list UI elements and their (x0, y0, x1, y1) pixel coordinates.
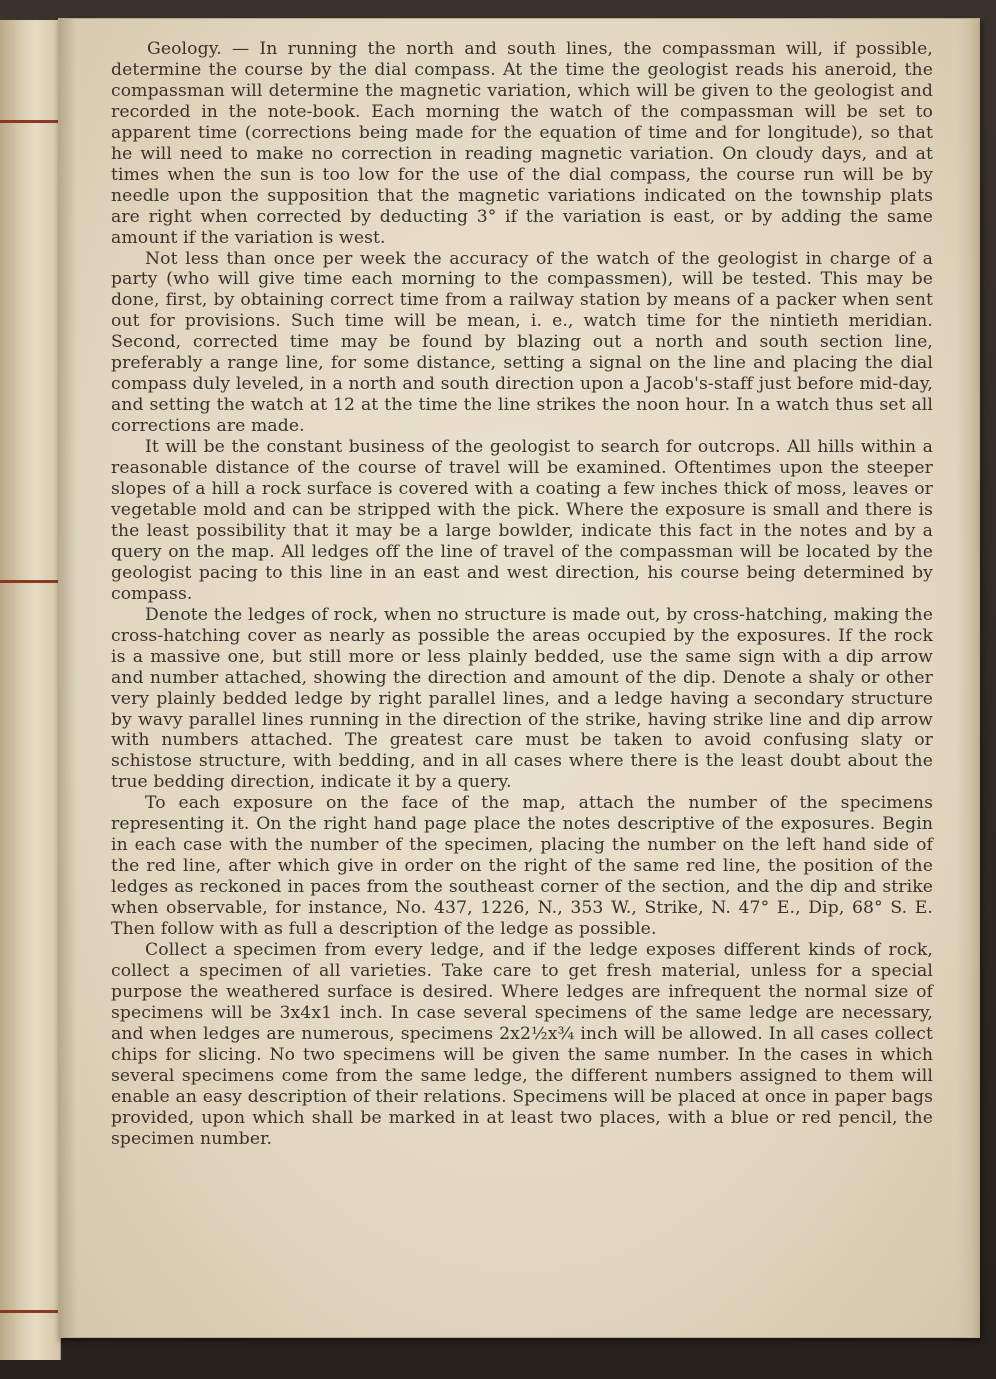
paragraph-watch-accuracy: Not less than once per week the accuracy of the watch of the geologist in charge of a party (who will give time each morning to the compassmen), will be tested. This may be done, first, by obtaining correct time from a railway station by means of a packer when sent out for provisions. Such time will be mean, i. e., watch time for the nintieth meridian. Second, corrected time may be found by blazing out a north and south section line, preferably a range line, for some distance, setting a signal on the line and placing the dial compass duly leveled, in a north and south direction upon a Jacob's-staff just before mid-day, and setting the watch at 12 at the time the line strikes the noon hour. In a watch thus set all corrections are made. (111, 248, 933, 437)
binding-thread (0, 1310, 58, 1313)
binding-thread (0, 580, 58, 583)
paragraph-outcrops: It will be the constant business of the geologist to search for outcrops. All hills within a reasonable distance of the course of travel will be examined. Oftentimes upon the steeper slopes of a hill a rock surface is covered with a coating a few inches thick of moss, leaves or vegetable mold and can be stripped with the pick. Where the exposure is small and there is the least possibility that it may be a large bowlder, indicate this fact in the notes and by a query on the map. All ledges off the line of travel of the compassman will be located by the geologist pacing to this line in an east and west direction, his course being determined by compass. (111, 437, 933, 604)
page (58, 18, 980, 1338)
binding-thread (0, 120, 58, 123)
book-spine (0, 20, 61, 1360)
page-text (111, 39, 933, 1150)
paragraph-geology: Geology. — In running the north and south lines, the compassman will, if possible, determine the course by the dial compass. At the time the geologist reads his aneroid, the compassman will determine the magnetic variation, which will be given to the geologist and recorded in the note-book. Each morning the watch of the compassman will be set to apparent time (corrections being made for the equation of time and for longitude), so that he will need to make no correction in reading magnetic variation. On cloudy days, and at times when the sun is too low for the use of the dial compass, the course run will be by needle upon the supposition that the magnetic variations indicated on the township plats are right when corrected by deducting 3° if the variation is east, or by adding the same amount if the variation is west. (111, 39, 933, 248)
page-edge (957, 19, 979, 1337)
paragraph-collect-specimens: Collect a specimen from every ledge, and if the ledge exposes different kinds of rock, collect a specimen of all varieties. Take care to get fresh material, unless for a special purpose the weathered surface is desired. Where ledges are infrequent the normal size of specimens will be 3x4x1 inch. In case several specimens of the same ledge are necessary, and when ledges are numerous, specimens 2x2½x¾ inch will be allowed. In all cases collect chips for slicing. No two specimens will be given the same number. In the cases in which several specimens come from the same ledge, the different numbers assigned to them will enable an easy description of their relations. Specimens will be placed at once in paper bags provided, upon which shall be marked in at least two places, with a blue or red pencil, the specimen number. (111, 939, 933, 1149)
paragraph-specimen-numbers: To each exposure on the face of the map, attach the number of the specimens representing it. On the right hand page place the notes descriptive of the exposures. Begin in each case with the number of the specimen, placing the number on the left hand side of the red line, after which give in order on the right of the same red line, the position of the ledges as reckoned in paces from the southeast corner of the section, and the dip and strike when observable, for instance, No. 437, 1226, N., 353 W., Strike, N. 47° E., Dip, 68° S. E. Then follow with as full a description of the ledge as possible. (111, 793, 933, 940)
paragraph-ledges: Denote the ledges of rock, when no structure is made out, by cross-hatching, making the cross-hatching cover as nearly as possible the areas occupied by the exposures. If the rock is a massive one, but still more or less plainly bedded, use the same sign with a dip arrow and number attached, showing the direction and amount of the dip. Denote a shaly or other very plainly bedded ledge by right parallel lines, and a ledge having a secondary structure by wavy parallel lines running in the direction of the strike, having strike line and dip arrow with numbers attached. The greatest care must be taken to avoid confusing slaty or schistose structure, with bedding, and in all cases where there is the least doubt about the true bedding direction, indicate it by a query. (111, 604, 933, 793)
